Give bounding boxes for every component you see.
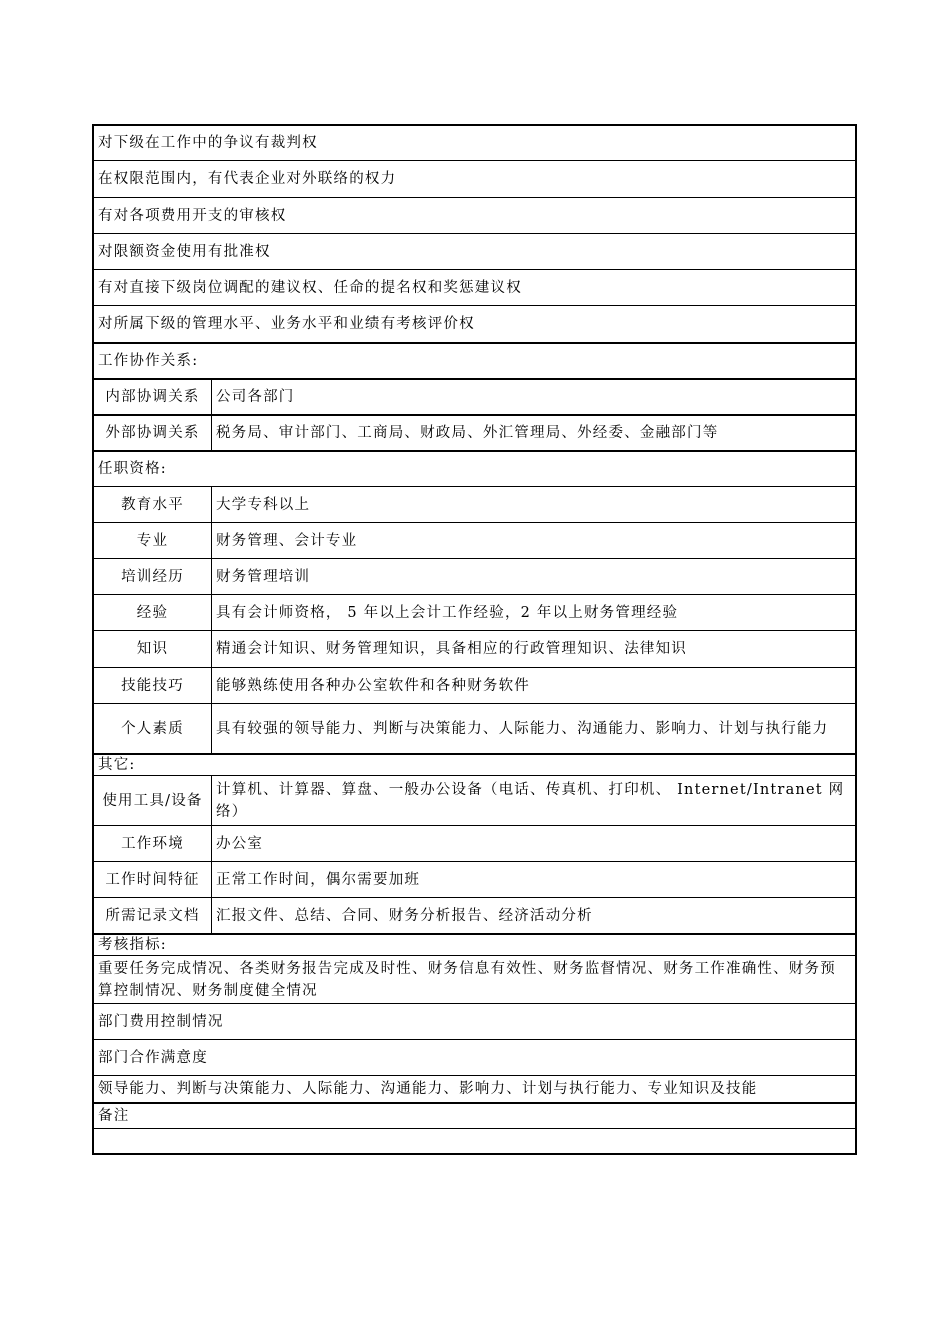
section-heading: 任职资格: bbox=[98, 461, 167, 477]
qualification-row bbox=[92, 667, 857, 703]
row-label: 教育水平 bbox=[94, 487, 212, 522]
section-heading-kpi bbox=[92, 933, 857, 955]
qualification-row bbox=[92, 486, 857, 522]
row-value: 财务管理、会计专业 bbox=[216, 532, 358, 549]
authority-text: 对限额资金使用有批准权 bbox=[98, 243, 271, 260]
authority-text: 对下级在工作中的争议有裁判权 bbox=[98, 135, 318, 151]
qualification-row bbox=[92, 558, 857, 594]
authority-row bbox=[92, 305, 857, 342]
authority-text: 对所属下级的管理水平、业务水平和业绩有考核评价权 bbox=[98, 316, 475, 332]
row-value: 税务局、审计部门、工商局、财政局、外汇管理局、外经委、金融部门等 bbox=[216, 425, 719, 441]
section-heading-remarks bbox=[92, 1102, 857, 1128]
qualification-row bbox=[92, 594, 857, 630]
other-row bbox=[92, 825, 857, 861]
row-label: 内部协调关系 bbox=[94, 380, 212, 414]
row-value: 财务管理培训 bbox=[216, 568, 311, 585]
qualification-row bbox=[92, 703, 857, 753]
authority-text: 有对直接下级岗位调配的建议权、任命的提名权和奖惩建议权 bbox=[98, 279, 522, 296]
kpi-row bbox=[92, 1039, 857, 1075]
row-value: 公司各部门 bbox=[216, 389, 295, 405]
section-heading: 工作协作关系: bbox=[98, 353, 199, 369]
row-value: 精通会计知识、财务管理知识，具备相应的行政管理知识、法律知识 bbox=[216, 641, 687, 657]
kpi-text: 部门合作满意度 bbox=[98, 1049, 208, 1066]
row-label: 工作环境 bbox=[94, 826, 212, 861]
authority-row bbox=[92, 233, 857, 269]
row-label: 外部协调关系 bbox=[94, 416, 212, 450]
job-description-table bbox=[92, 124, 857, 1155]
authority-row bbox=[92, 160, 857, 197]
authority-text: 在权限范围内，有代表企业对外联络的权力 bbox=[98, 171, 397, 187]
row-label: 工作时间特征 bbox=[94, 862, 212, 897]
cooperation-row bbox=[92, 378, 857, 414]
row-label: 所需记录文档 bbox=[94, 898, 212, 933]
row-label: 知识 bbox=[94, 631, 212, 667]
kpi-text: 重要任务完成情况、各类财务报告完成及时性、财务信息有效性、财务监督情况、财务工作准确性、财务预算控制情况、财务制度健全情况 bbox=[98, 960, 836, 999]
authority-text: 有对各项费用开支的审核权 bbox=[98, 207, 287, 224]
section-heading-cooperation bbox=[92, 342, 857, 378]
authority-row bbox=[92, 269, 857, 305]
row-value: 办公室 bbox=[216, 835, 264, 852]
row-value: 正常工作时间，偶尔需要加班 bbox=[216, 871, 421, 888]
section-heading-qualifications bbox=[92, 450, 857, 486]
row-value: 汇报文件、总结、合同、财务分析报告、经济活动分析 bbox=[216, 907, 593, 924]
qualification-row bbox=[92, 630, 857, 667]
row-label: 技能技巧 bbox=[94, 668, 212, 703]
remarks-row bbox=[92, 1128, 857, 1155]
row-value: 具有较强的领导能力、判断与决策能力、人际能力、沟通能力、影响力、计划与执行能力 bbox=[216, 720, 829, 737]
row-label: 经验 bbox=[94, 595, 212, 630]
section-heading: 备注 bbox=[98, 1108, 130, 1124]
other-row bbox=[92, 897, 857, 933]
kpi-row bbox=[92, 955, 857, 1003]
other-row bbox=[92, 861, 857, 897]
section-heading: 其它: bbox=[98, 757, 136, 773]
cooperation-row bbox=[92, 414, 857, 450]
row-label: 使用工具/设备 bbox=[94, 776, 212, 825]
row-value: 计算机、计算器、算盘、一般办公设备（电话、传真机、打印机、 Internet/Intranet 网络） bbox=[216, 781, 845, 820]
kpi-row bbox=[92, 1075, 857, 1102]
row-label: 个人素质 bbox=[94, 704, 212, 753]
authority-row bbox=[92, 197, 857, 233]
row-label: 培训经历 bbox=[94, 559, 212, 594]
row-label: 专业 bbox=[94, 523, 212, 558]
kpi-text: 部门费用控制情况 bbox=[98, 1013, 224, 1030]
row-value: 大学专科以上 bbox=[216, 496, 311, 513]
kpi-text: 领导能力、判断与决策能力、人际能力、沟通能力、影响力、计划与执行能力、专业知识及技能 bbox=[98, 1081, 758, 1097]
qualification-row bbox=[92, 522, 857, 558]
authority-row bbox=[92, 124, 857, 160]
row-value: 能够熟练使用各种办公室软件和各种财务软件 bbox=[216, 677, 530, 694]
kpi-row bbox=[92, 1003, 857, 1039]
other-row bbox=[92, 775, 857, 825]
row-value: 具有会计师资格， 5 年以上会计工作经验，2 年以上财务管理经验 bbox=[216, 604, 679, 621]
section-heading-other bbox=[92, 753, 857, 775]
remarks-value bbox=[94, 1129, 855, 1153]
section-heading: 考核指标: bbox=[98, 937, 167, 953]
